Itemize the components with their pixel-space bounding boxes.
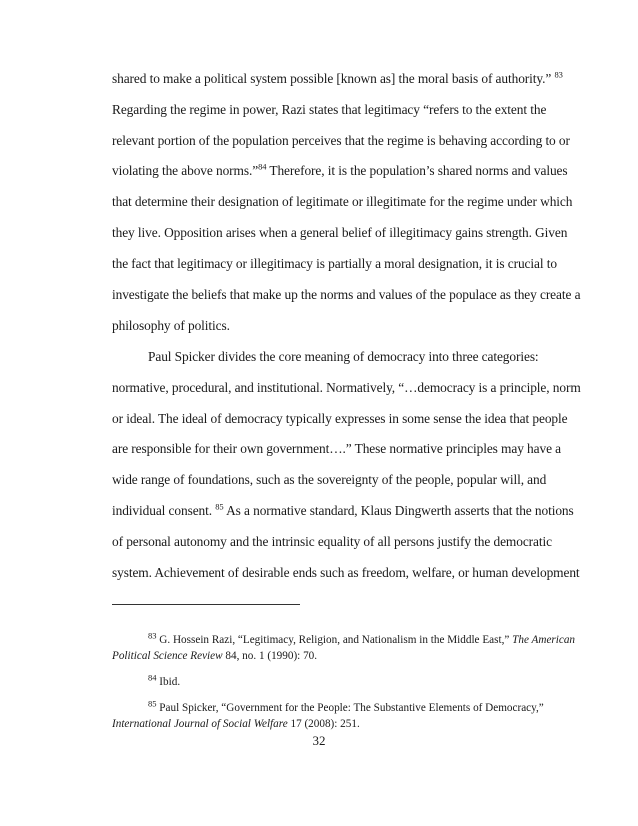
body-line-10: Paul Spicker divides the core meaning of democracy into three categories: — [148, 349, 539, 364]
body-line-11: normative, procedural, and institutional. Normatively, “…democracy is a principle, norm — [112, 380, 581, 395]
page-number: 32 — [312, 733, 326, 748]
body-line-5: that determine their designation of legitimate or illegitimate for the regime under which — [112, 194, 573, 209]
body-line-2: Regarding the regime in power, Razi states that legitimacy “refers to the extent the — [112, 102, 547, 117]
footnote-ref-83[interactable]: 83 — [554, 69, 563, 80]
footnote-number: 83 — [148, 630, 157, 641]
footnote-84: $^{84}$ Ibid. — [148, 672, 181, 688]
body-line-13: are responsible for their own government….” These normative principles may have a — [112, 441, 562, 456]
footnote-85: $^{85}$ Paul Spicker, “Government for the People: The Substantive Elements of Democracy,” — [148, 698, 544, 714]
footnote-ref-85[interactable]: 85 — [215, 501, 224, 512]
body-line-9: philosophy of politics. — [112, 318, 230, 333]
footnote-83-continued: Political Science Review 84, no. 1 (1990): 70. — [112, 650, 318, 662]
body-line-1: shared to make a political system possible [known as] the moral basis of authority.” $^{83}$ — [112, 69, 563, 86]
footnote-83: $^{83}$ G. Hossein Razi, “Legitimacy, Religion, and Nationalism in the Middle East,” The American — [148, 630, 576, 646]
body-line-12: or ideal. The ideal of democracy typically expresses in some sense the idea that people — [112, 411, 568, 426]
body-line-7: the fact that legitimacy or illegitimacy is partially a moral designation, it is crucial to — [112, 256, 557, 271]
body-line-8: investigate the beliefs that make up the norms and values of the populace as they create a — [112, 287, 581, 302]
footnote-ref-84[interactable]: 84 — [258, 161, 267, 172]
footnote-separator — [112, 604, 300, 605]
body-line-15: individual consent. $^{85}$ As a normative standard, Klaus Dingwerth asserts that the notions — [112, 501, 574, 518]
body-line-6: they live. Opposition arises when a general belief of illegitimacy gains strength. Given — [112, 225, 568, 240]
body-line-17: system. Achievement of desirable ends such as freedom, welfare, or human development — [112, 565, 580, 580]
body-line-3: relevant portion of the population perceives that the regime is behaving according to or — [112, 133, 570, 148]
body-line-4: violating the above norms.”$^{84}$ Therefore, it is the population’s shared norms and values — [112, 161, 568, 178]
body-line-16: of personal autonomy and the intrinsic equality of all persons justify the democratic — [112, 534, 552, 549]
body-line-14: wide range of foundations, such as the sovereignty of the people, popular will, and — [112, 472, 547, 487]
footnote-number: 85 — [148, 698, 157, 709]
footnote-85-continued: International Journal of Social Welfare 17 (2008): 251. — [112, 718, 360, 730]
footnote-number: 84 — [148, 672, 157, 683]
